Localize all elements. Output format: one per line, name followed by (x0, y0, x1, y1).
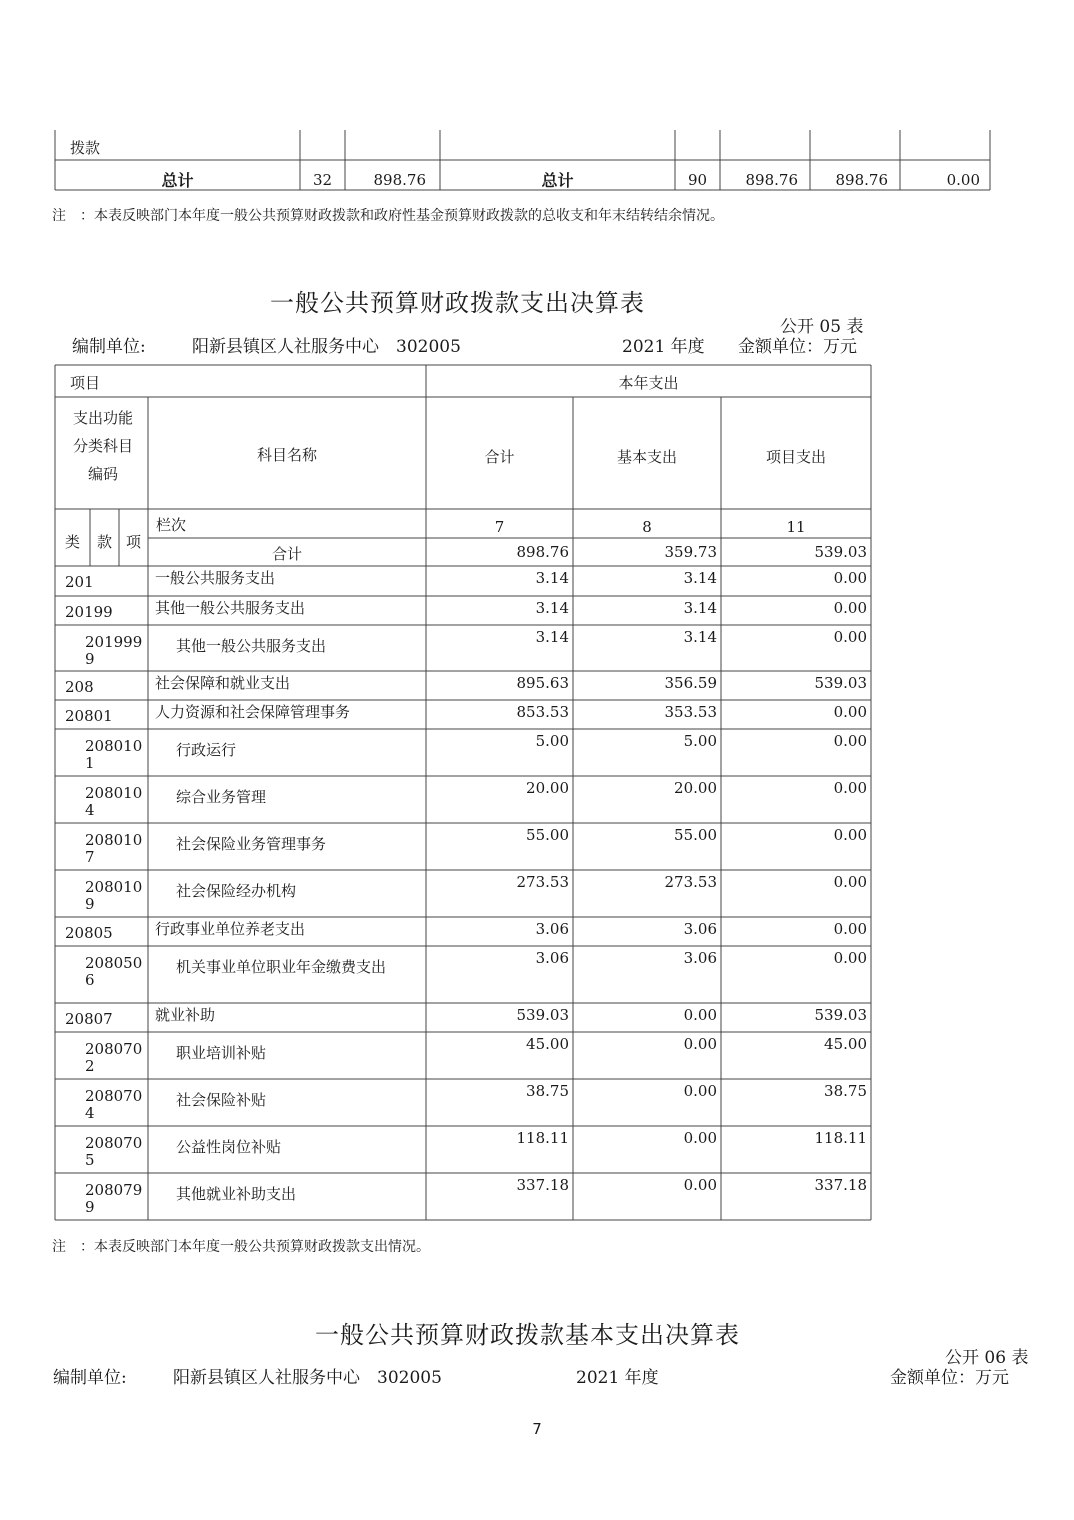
row-basic: 0.00 (683, 1006, 717, 1024)
header-current: 本年支出 (618, 374, 679, 392)
row-code: 20199 (65, 603, 113, 621)
row-project: 539.03 (814, 1006, 867, 1024)
table06-title: 一般公共预算财政拨款基本支出决算表 (315, 1321, 740, 1349)
row-code: 2080705 (85, 1134, 143, 1169)
row-project: 0.00 (833, 703, 867, 721)
table06-unit-label: 编制单位: (53, 1368, 127, 1388)
row-name: 社会保险经办机构 (176, 882, 297, 900)
col-xiang: 项 (125, 533, 141, 551)
note-1: 注 ：本表反映部门本年度一般公共预算财政拨款和政府性基金预算财政拨款的总收支和年末结转结余情况。 (52, 208, 724, 224)
header-project: 项目支出 (765, 448, 826, 466)
col-no-basic: 8 (642, 518, 652, 536)
row-project: 0.00 (833, 920, 867, 938)
row-code: 20807 (65, 1010, 113, 1028)
row-name: 行政运行 (176, 741, 237, 759)
row-project: 0.00 (833, 628, 867, 646)
row-total: 337.18 (516, 1176, 569, 1194)
header-code: 支出功能分类科目编码 (72, 409, 133, 483)
table05-title: 一般公共预算财政拨款支出决算表 (270, 289, 645, 317)
total-col-right: 90 (687, 171, 708, 189)
row-total: 118.11 (516, 1129, 569, 1147)
row-name: 社会保险补贴 (176, 1091, 267, 1109)
row-basic: 0.00 (683, 1176, 717, 1194)
row-name: 其他就业补助支出 (176, 1185, 297, 1203)
header-item: 项目 (70, 374, 101, 392)
row-code: 2080107 (85, 831, 143, 866)
row-code: 20801 (65, 707, 113, 725)
row-name: 综合业务管理 (176, 788, 267, 806)
row-basic: 356.59 (664, 674, 717, 692)
row-total: 3.14 (535, 569, 569, 587)
row-basic: 3.06 (683, 949, 717, 967)
row-name: 职业培训补贴 (176, 1044, 267, 1062)
row-basic: 55.00 (674, 826, 717, 844)
row-name: 人力资源和社会保障管理事务 (155, 703, 351, 721)
total-label-right: 总计 (541, 171, 574, 190)
row-name: 其他一般公共服务支出 (155, 599, 306, 617)
row-name: 公益性岗位补贴 (176, 1138, 282, 1156)
row-code: 208 (65, 678, 94, 696)
row-project: 45.00 (824, 1035, 867, 1053)
row-code: 2080104 (85, 784, 143, 819)
row-project: 0.00 (833, 732, 867, 750)
row-name: 行政事业单位养老支出 (155, 920, 306, 938)
row-name: 一般公共服务支出 (155, 569, 276, 587)
col-lei: 类 (64, 533, 80, 551)
total-amount-left: 898.76 (373, 171, 426, 189)
table05-amount-unit: 金额单位：万元 (738, 337, 857, 357)
sum-basic: 359.73 (664, 543, 717, 561)
table06-unit-name: 阳新县镇区人社服务中心 302005 (173, 1368, 442, 1388)
row-basic: 3.14 (683, 628, 717, 646)
sum-project: 539.03 (814, 543, 867, 561)
col-no-project: 11 (786, 518, 806, 536)
table06-year: 2021 年度 (576, 1368, 659, 1388)
row-total: 38.75 (526, 1082, 569, 1100)
row-project: 0.00 (833, 599, 867, 617)
row-total: 853.53 (516, 703, 569, 721)
header-total: 合计 (484, 448, 515, 466)
table05-unit-name: 阳新县镇区人社服务中心 302005 (192, 337, 461, 357)
table05-unit-label: 编制单位: (72, 337, 146, 357)
row-project: 337.18 (814, 1176, 867, 1194)
header-basic: 基本支出 (616, 448, 677, 466)
row-name: 社会保险业务管理事务 (176, 835, 327, 853)
row-project: 0.00 (833, 949, 867, 967)
row-project: 0.00 (833, 873, 867, 891)
row-basic: 273.53 (664, 873, 717, 891)
row-code: 2080799 (85, 1181, 143, 1216)
row-project: 118.11 (814, 1129, 867, 1147)
row-total: 3.06 (535, 949, 569, 967)
note-2: 注 ：本表反映部门本年度一般公共预算财政拨款支出情况。 (52, 1239, 430, 1255)
row-total: 3.06 (535, 920, 569, 938)
row-code: 2080101 (85, 737, 143, 772)
row-project: 0.00 (833, 779, 867, 797)
row-basic: 20.00 (674, 779, 717, 797)
row-code: 2080702 (85, 1040, 143, 1075)
row-basic: 0.00 (683, 1035, 717, 1053)
row-basic: 5.00 (683, 732, 717, 750)
row-code: 2080506 (85, 954, 143, 989)
row-code: 2080109 (85, 878, 143, 913)
row-label: 拨款 (70, 139, 101, 157)
table05-year: 2021 年度 (622, 337, 705, 357)
row-basic: 3.06 (683, 920, 717, 938)
row-project: 0.00 (833, 826, 867, 844)
row-total: 3.14 (535, 599, 569, 617)
total-col-left: 32 (312, 171, 333, 189)
row-basic: 3.14 (683, 599, 717, 617)
header-name: 科目名称 (256, 446, 317, 464)
row-basic: 0.00 (683, 1082, 717, 1100)
sum-total: 898.76 (516, 543, 569, 561)
row-name: 机关事业单位职业年金缴费支出 (176, 958, 387, 976)
row-project: 0.00 (833, 569, 867, 587)
row-code: 2080704 (85, 1087, 143, 1122)
row-total: 3.14 (535, 628, 569, 646)
row-basic: 353.53 (664, 703, 717, 721)
row-total: 45.00 (526, 1035, 569, 1053)
table06-amount-unit: 金额单位：万元 (890, 1368, 1009, 1388)
row-project: 38.75 (824, 1082, 867, 1100)
row-basic: 0.00 (683, 1129, 717, 1147)
sum-label: 合计 (271, 545, 302, 563)
col-no-total: 7 (494, 518, 505, 536)
row-total: 5.00 (535, 732, 569, 750)
row-name: 社会保障和就业支出 (155, 674, 291, 692)
page-number: 7 (532, 1420, 542, 1438)
row-name: 就业补助 (155, 1006, 216, 1024)
col-label: 栏次 (156, 516, 187, 534)
row-total: 895.63 (516, 674, 569, 692)
row-code: 201 (65, 573, 94, 591)
col-kuan: 款 (96, 533, 112, 551)
row-code: 20805 (65, 924, 113, 942)
row-basic: 3.14 (683, 569, 717, 587)
row-project: 539.03 (814, 674, 867, 692)
row-total: 273.53 (516, 873, 569, 891)
table06-no: 公开 06 表 (945, 1348, 1029, 1368)
total-amount-right: 898.76 (745, 171, 798, 189)
table05-no: 公开 05 表 (780, 317, 864, 337)
row-total: 55.00 (526, 826, 569, 844)
row-name: 其他一般公共服务支出 (176, 637, 327, 655)
row-total: 539.03 (516, 1006, 569, 1024)
total-amount-right3: 0.00 (946, 171, 980, 189)
total-amount-right2: 898.76 (835, 171, 888, 189)
row-total: 20.00 (526, 779, 569, 797)
row-code: 2019999 (85, 633, 143, 668)
total-label-left: 总计 (161, 171, 194, 190)
